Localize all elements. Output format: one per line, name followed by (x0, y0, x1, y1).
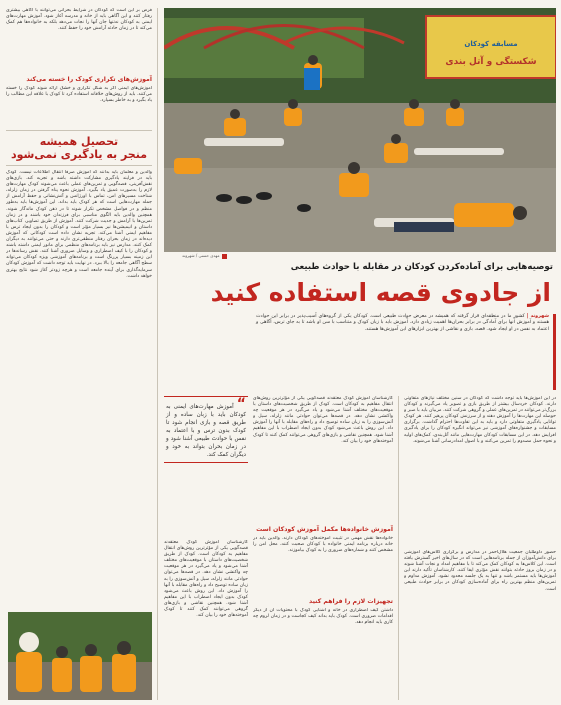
red-square-icon (222, 254, 227, 259)
center-column (253, 396, 393, 700)
left-headline-box (6, 130, 152, 166)
column-divider-left (157, 8, 158, 700)
left-headline-line2: منجر به یادگیری نمی‌شود (10, 148, 148, 161)
right-column (404, 396, 556, 700)
page-title: از جادوی قصه استفاده کنید (210, 278, 551, 307)
lead-text: کشور ما در منطقه‌ای قرار گرفته که همیشه در معرض حوادث طبیعی است. کودکان یکی از گروه‌های آسیب‌پذیر در برابر این حوادث هستند و آموزش آنها برای آمادگی در برابر بحران‌ها اهمیت زیادی دارد. آموزش باید با زبان کودک و متناسب با سن او باشد تا به جای ترس، آگاهی و اعتماد به نفس در او ایجاد شود. قصه، بازی و نقاشی از بهترین ابزارهای این آموزش‌ها هستند. (256, 314, 549, 332)
quote-mark-icon: “ (236, 396, 246, 412)
middle-column (164, 396, 248, 536)
column-divider-right (398, 396, 399, 700)
center-subhead1: آموزش خانواده‌ها مکمل آموزش کودکان است (256, 526, 393, 533)
left-body2: والدین و معلمان باید بدانند که آموزش صرفاً انتقال اطلاعات نیست. کودک باید در فرایند یادگیری مشارکت داشته باشد و تجربه کند. بازی‌های نقش‌آفرینی، قصه‌گویی و تمرین‌های عملی باعث می‌شوند کودک مهارت‌های لازم را به‌صورت عمیق یاد بگیرد. آموزش نحوه پناه گرفتن در زمان زلزله، شناخت مسیرهای امن، تماس با اورژانس و آتش‌نشانی و حفظ آرامش از جمله مهارت‌هایی است که هر کودک باید بداند. این آموزش‌ها باید به‌طور منظم و در فواصل مشخص تکرار شوند تا در ذهن کودک ماندگار شوند. همچنین والدین باید الگوی مناسبی برای فرزندان خود باشند و در زمان تمرین‌ها با آرامش و جدیت شرکت کنند. آموزش از طریق تصاویر، کتاب‌های داستان و انیمیشن‌ها نیز بسیار مؤثر است و کودکان را بدون ایجاد ترس با مفاهیم ایمنی آشنا می‌کند. تجربه نشان داده است کودکانی که آموزش دیده‌اند در زمان بحران رفتار منطقی‌تری دارند و حتی می‌توانند به دیگران کمک کنند. مدارس نیز باید برنامه‌های منظمی برای مانور ایمنی داشته باشند و کودکان را با کیف اضطراری و وسایل ضروری آشنا کنند. نقش رسانه‌ها در این زمینه بسیار پررنگ است و برنامه‌های آموزشی ویژه کودکان می‌تواند سطح آگاهی جامعه را بالا ببرد. در نهایت باید توجه داشت که آموزش کودکان سرمایه‌گذاری برای آینده جامعه است و هرچه زودتر آغاز شود نتایج بهتری خواهد داشت. (6, 170, 152, 279)
main-photo-scene (164, 8, 556, 252)
center-subhead2: تجهیزات لازم را فراهم کنید (309, 598, 393, 605)
lead-paragraph (256, 314, 556, 390)
center-body2: خانواده‌ها نقش مهمی در تثبیت آموخته‌های کودکان دارند. والدین باید در خانه درباره برنامه ایمنی خانواده با کودکان صحبت کنند، محل امن را مشخص کنند و شماره‌های ضروری را به کودک بیاموزند. (253, 536, 393, 554)
secondary-photo-scene (8, 612, 152, 700)
right-body2: حضور داوطلبان جمعیت هلال‌احمر در مدارس و برگزاری کلاس‌های آموزشی برای دانش‌آموزان از جمله برنامه‌هایی است که در سال‌های اخیر گسترش یافته است. این کلاس‌ها به کودکان کمک می‌کند تا با مفاهیم امداد و نجات آشنا شوند و در زمان بروز حادثه بتوانند نقش مؤثری ایفا کنند. کارشناسان تأکید دارند این آموزش‌ها باید مستمر باشد و تنها به یک جلسه محدود نشود. آموزش مداوم و تمرین‌های منظم بهترین راه برای آماده‌سازی کودکان در برابر حوادث طبیعی است. (404, 550, 556, 592)
secondary-photo (8, 612, 152, 700)
middle-lower-column (164, 540, 248, 700)
middle-lower-text: کارشناسان آموزش کودک معتقدند قصه‌گویی یکی از مؤثرترین روش‌های انتقال مفاهیم به کودکان است. کودک از طریق شخصیت‌های داستان با موقعیت‌های مختلف آشنا می‌شود و یاد می‌گیرد در هر موقعیت چه واکنشی نشان دهد. در قصه‌ها می‌توان حوادثی مانند زلزله، سیل و آتش‌سوزی را به زبان ساده توضیح داد و راه‌های مقابله با آنها را آموزش داد. این روش باعث می‌شود کودک بدون ایجاد اضطراب با این مفاهیم آشنا شود. همچنین نقاشی و بازی‌های گروهی می‌توانند کمک کنند تا کودک آموخته‌های خود را بیان کند. (164, 540, 248, 619)
left-intro: فرض بر این است که کودکان در شرایط بحرانی می‌توانند با آگاهی بیشتری رفتار کنند و این آگاهی باید از خانه و مدرسه آغاز شود. آموزش مهارت‌های ایمنی به کودکان نه‌تنها جان آنها را نجات می‌دهد بلکه به خانواده‌ها هم کمک می‌کند تا در زمان حادثه آرامش خود را حفظ کنند. (6, 8, 152, 32)
banner-line2: شکستگی و آتل بندی (445, 57, 537, 67)
right-body1: در این آموزش‌ها باید توجه داشت که کودکان در سنین مختلف نیازهای متفاوتی دارند. کودکان خردسال بیشتر از طریق بازی و تصویر یاد می‌گیرند و کودکان بزرگ‌تر می‌توانند در تمرین‌های عملی و گروهی شرکت کنند. مربیان باید با صبر و حوصله این مهارت‌ها را آموزش دهند و از سرزنش کودکان پرهیز کنند. هر کودک توانایی یادگیری متفاوتی دارد و باید به این تفاوت‌ها احترام گذاشت. برگزاری مسابقات و جشنواره‌های آموزشی نیز می‌تواند انگیزه کودکان را برای یادگیری افزایش دهد. در این مسابقات کودکان مهارت‌هایی مانند آتل‌بندی، کمک‌های اولیه و نحوه حمل مصدوم را تمرین می‌کنند و با اصول امدادرسانی آشنا می‌شوند. (404, 396, 556, 444)
banner-line1: مسابقه کودکان (464, 40, 518, 48)
kicker: توصیه‌هایی برای آماده‌کردن کودکان در مقابله با حوادث طبیعی (290, 262, 553, 272)
center-body: کارشناسان آموزش کودک معتقدند قصه‌گویی یکی از مؤثرترین روش‌های انتقال مفاهیم به کودکان است. کودک از طریق شخصیت‌های داستان با موقعیت‌های مختلف آشنا می‌شود و یاد می‌گیرد در هر موقعیت چه واکنشی نشان دهد. در قصه‌ها می‌توان حوادثی مانند زلزله، سیل و آتش‌سوزی را به زبان ساده توضیح داد و راه‌های مقابله با آنها را آموزش داد. این روش باعث می‌شود کودک بدون ایجاد اضطراب با این مفاهیم آشنا شود. همچنین نقاشی و بازی‌های گروهی می‌توانند کمک کنند تا کودک آموخته‌های خود را بیان کند. (253, 396, 393, 444)
photo-credit: مهدی حسنی / شهروند (182, 253, 227, 259)
left-headline-line1: تحصیل همیشه (39, 135, 119, 148)
center-body3: داشتن کیف اضطراری در خانه و آشنایی کودک با محتویات آن از دیگر اقدامات ضروری است. کودک باید بداند کیف کجاست و در زمان لزوم چه کاری باید انجام دهد. (253, 608, 393, 626)
left-column (6, 8, 152, 590)
byline: شهروند | (526, 314, 550, 319)
pull-quote: “ آموزش مهارت‌های ایمنی به کودکان باید با زبان ساده و از طریق قصه و بازی انجام شود تا کودک بدون ترس و با اعتماد به نفس با حوادث طبیعی آشنا شود و در زمان بحران بتواند به خود و دیگران کمک کند. (164, 396, 248, 463)
left-body1: آموزش‌های ایمنی اگر به شکل تکراری و خشک ارائه شوند کودک را خسته می‌کنند. باید از روش‌های خلاقانه استفاده کرد تا کودک با علاقه این مطالب را یاد بگیرد و به خاطر بسپارد. (6, 86, 152, 104)
main-photo (164, 8, 556, 252)
left-subhead: آموزش‌های تکراری کودک را خسته می‌کند (26, 76, 152, 83)
